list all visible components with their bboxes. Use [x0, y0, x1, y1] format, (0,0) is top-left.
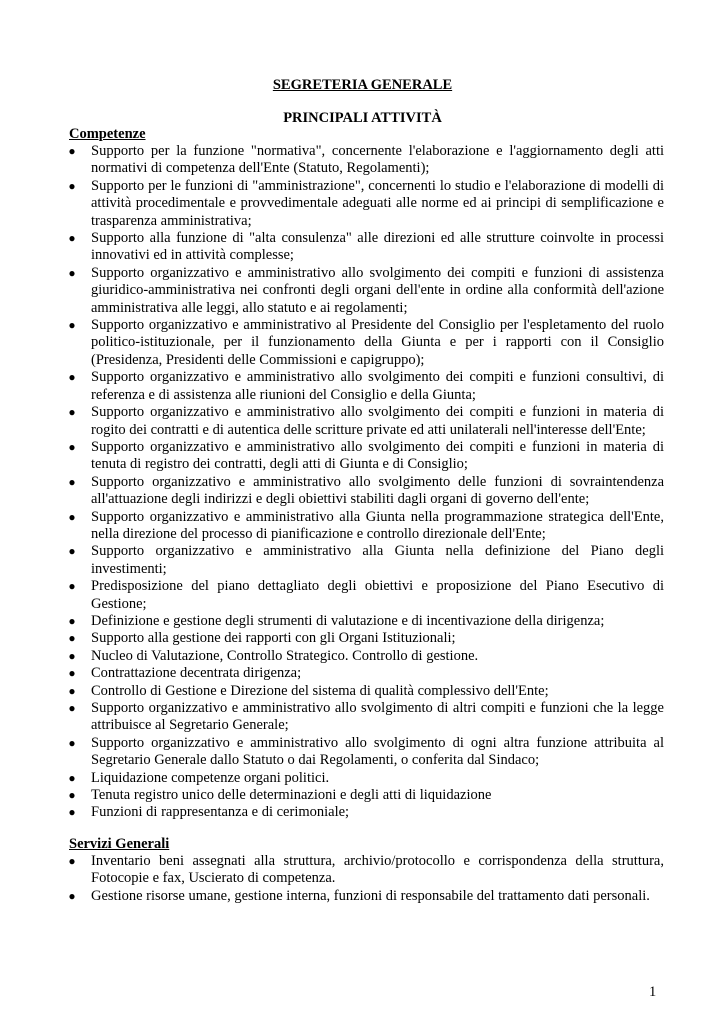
list-item: [0, 404, 664, 439]
bullet-icon: ●: [68, 854, 76, 868]
list-item: [0, 700, 664, 735]
list-item: [0, 317, 664, 369]
list-item: [0, 474, 664, 509]
section-heading-competenze: Competenze: [69, 126, 146, 142]
list-item: [0, 230, 664, 265]
servizi-generali-list: [0, 853, 725, 905]
list-item-text: Supporto organizzativo e amministrativo allo svolgimento dei compiti e funzioni di assistenza giuridico-amministrativa nei confronti degli organi dell'ente in ordine alla conformità dell'azione amministrativa alle leggi, allo statuto e ai regolamenti;: [91, 264, 664, 316]
list-item: [0, 804, 664, 821]
document-subtitle: PRINCIPALI ATTIVITÀ: [283, 110, 442, 126]
list-item-text: Nucleo di Valutazione, Controllo Strategico. Controllo di gestione.: [91, 647, 479, 664]
bullet-icon: ●: [68, 231, 76, 246]
list-item: [0, 178, 664, 230]
bullet-icon: ●: [68, 178, 76, 193]
list-item-text: Supporto organizzativo e amministrativo allo svolgimento delle funzioni di sovraintendenza all'attuazione degli indirizzi e degli obiettivi stabiliti dagli organi di governo dell'ente;: [91, 473, 664, 508]
bullet-icon: ●: [68, 265, 76, 280]
list-item-text: Supporto organizzativo e amministrativo allo svolgimento dei compiti e funzioni in materia di rogito dei contratti e di autentica delle scritture private ed atti unilaterali nell'interesse dell'Ente;: [91, 404, 664, 438]
list-item-text: Supporto organizzativo e amministrativo al Presidente del Consiglio per l'espletamento del ruolo politico-istituzionale, per il funzionamento della Giunta e per i rapporti con il Consiglio (Presidenza, Presidenti delle Commissioni e capigruppo);: [91, 317, 664, 368]
bullet-icon: ●: [68, 144, 76, 158]
list-item-text: Supporto per la funzione "normativa", concernente l'elaborazione e l'aggiornamento degli atti normativi di competenza dell'Ente (Statuto, Regolamenti);: [91, 143, 664, 177]
list-item: [0, 888, 664, 905]
list-item-text: Funzioni di rappresentanza e di cerimoniale;: [91, 804, 350, 821]
list-item: [0, 787, 664, 804]
bullet-icon: ●: [68, 405, 76, 420]
list-item-text: Supporto organizzativo e amministrativo allo svolgimento dei compiti e funzioni consultivi, di referenza e di assistenza alle riunioni del Consiglio e della Giunta;: [91, 369, 664, 403]
bullet-icon: ●: [68, 613, 76, 628]
bullet-icon: ●: [68, 509, 76, 524]
list-item: [0, 543, 664, 578]
list-item: [0, 613, 664, 630]
list-item: [0, 853, 664, 888]
list-item-text: Liquidazione competenze organi politici.: [91, 769, 330, 786]
list-item: [0, 439, 664, 474]
bullet-icon: ●: [68, 544, 76, 559]
bullet-icon: ●: [68, 666, 76, 681]
list-item-text: Supporto organizzativo e amministrativo allo svolgimento dei compiti e funzioni in materia di tenuta di registro dei contratti, degli atti di Giunta e di Consiglio;: [91, 438, 664, 473]
list-item: [0, 578, 664, 613]
list-item: [0, 143, 664, 178]
list-item-text: Inventario beni assegnati alla struttura, archivio/protocollo e corrispondenza della struttura, Fotocopie e fax, Uscierato di competenza.: [91, 853, 664, 887]
list-item: [0, 369, 664, 404]
list-item: [0, 509, 664, 544]
competenze-list: [0, 143, 725, 822]
list-item: [0, 665, 664, 682]
list-item-text: Gestione risorse umane, gestione interna, funzioni di responsabile del trattamento dati personali.: [91, 887, 650, 904]
bullet-icon: ●: [68, 439, 76, 454]
bullet-icon: ●: [68, 318, 76, 333]
list-item-text: Contrattazione decentrata dirigenza;: [91, 665, 302, 682]
list-item-text: Definizione e gestione degli strumenti di valutazione e di incentivazione della dirigenza;: [91, 612, 605, 629]
list-item: [0, 770, 664, 787]
bullet-icon: ●: [68, 805, 76, 820]
bullet-icon: ●: [68, 648, 76, 663]
list-item-text: Supporto organizzativo e amministrativo allo svolgimento di ogni altra funzione attribuita al Segretario Generale dallo Statuto o dai Regolamenti, o conferita dal Sindaco;: [91, 734, 664, 769]
list-item: [0, 648, 664, 665]
bullet-icon: ●: [68, 788, 76, 803]
list-item-text: Supporto alla gestione dei rapporti con gli Organi Istituzionali;: [91, 630, 456, 647]
bullet-icon: ●: [68, 770, 76, 785]
document-title: SEGRETERIA GENERALE: [272, 77, 453, 93]
bullet-icon: ●: [68, 701, 76, 715]
list-item-text: Predisposizione del piano dettagliato degli obiettivi e proposizione del Piano Esecutivo di Gestione;: [91, 578, 664, 612]
page-number: 1: [649, 984, 657, 1000]
bullet-icon: ●: [68, 370, 76, 385]
list-item: [0, 683, 664, 700]
bullet-icon: ●: [68, 474, 76, 489]
list-item-text: Supporto organizzativo e amministrativo alla Giunta nella definizione del Piano degli investimenti;: [91, 543, 664, 577]
bullet-icon: ●: [68, 735, 76, 750]
list-item-text: Supporto alla funzione di "alta consulenza" alle direzioni ed alle strutture coinvolte in processi innovativi ed in attività complesse;: [91, 230, 664, 264]
list-item-text: Tenuta registro unico delle determinazioni e degli atti di liquidazione: [91, 787, 492, 804]
list-item: [0, 735, 664, 770]
list-item-text: Controllo di Gestione e Direzione del sistema di qualità complessivo dell'Ente;: [91, 682, 549, 699]
bullet-icon: ●: [68, 631, 76, 646]
section-heading-servizi-generali: Servizi Generali: [69, 836, 170, 852]
bullet-icon: ●: [68, 888, 76, 903]
list-item-text: Supporto per le funzioni di "amministrazione", concernenti lo studio e l'elaborazione di modelli di attività procedimentale e provvedimentale adeguati alle norme ed ai principi di semplificazione e trasparenza amministrativa;: [91, 177, 664, 229]
bullet-icon: ●: [68, 683, 76, 698]
list-item: [0, 265, 664, 317]
list-item-text: Supporto organizzativo e amministrativo alla Giunta nella programmazione strategica dell'Ente, nella direzione del processo di pianificazione e controllo direzionale dell'Ente;: [91, 508, 664, 542]
bullet-icon: ●: [68, 579, 76, 594]
list-item-text: Supporto organizzativo e amministrativo allo svolgimento di altri compiti e funzioni che la legge attribuisce al Segretario Generale;: [91, 700, 664, 734]
list-item: [0, 630, 664, 647]
